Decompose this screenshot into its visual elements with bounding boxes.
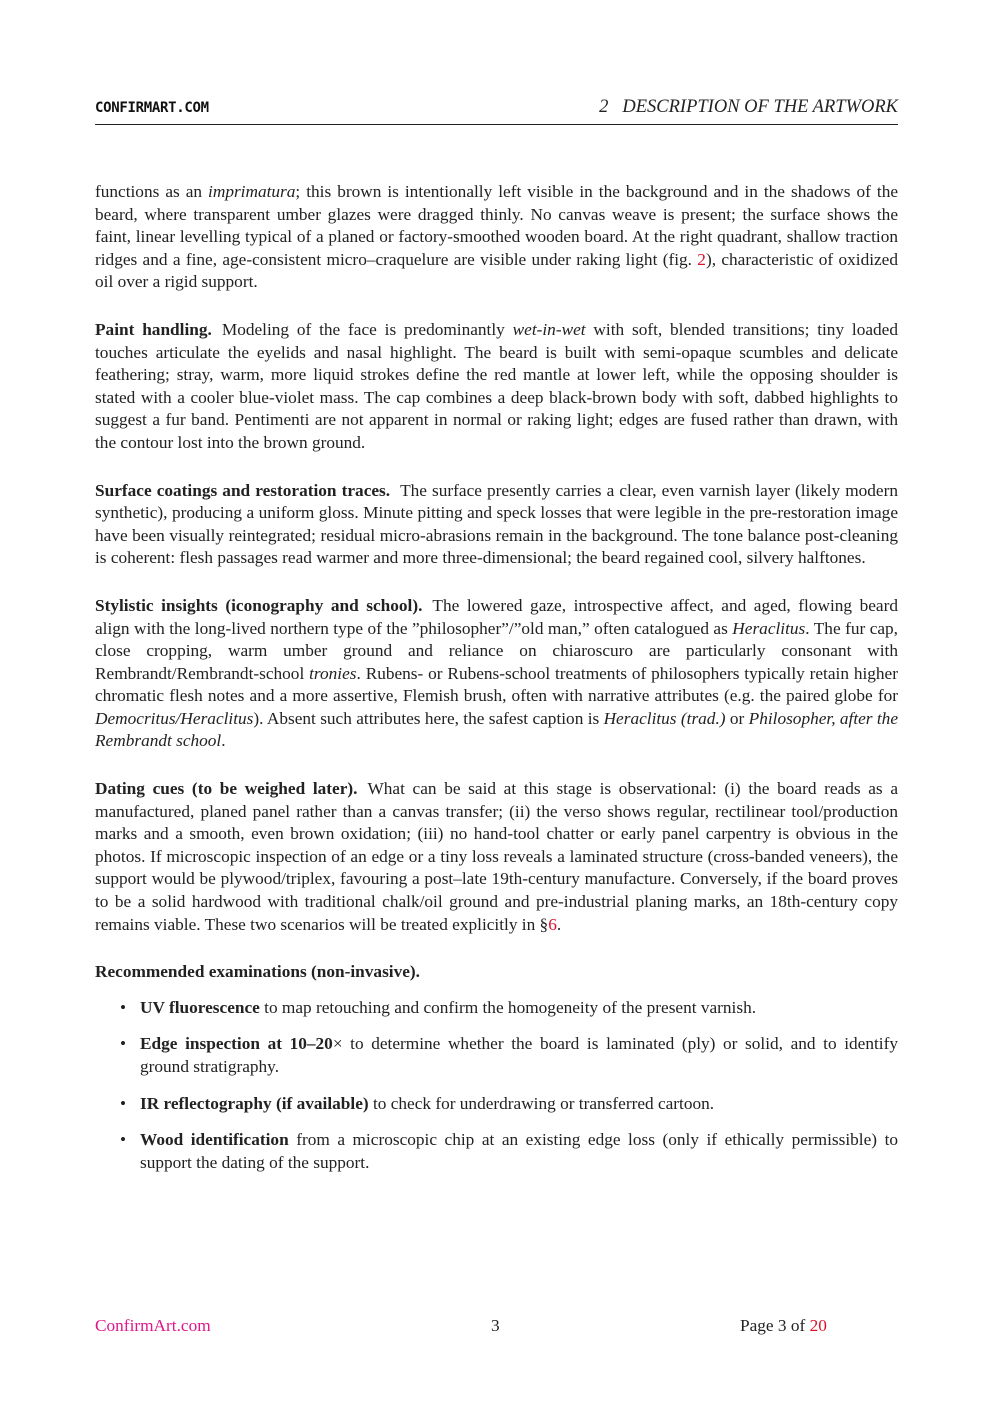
footer-page-count — [740, 1316, 827, 1336]
text-run: The lowered gaze, introspective affect, and aged, flowing beard align with the long-lived northern type of the ”philosopher”/”old man,” often catalogued as — [95, 595, 898, 638]
italic-term: imprimatura — [208, 182, 296, 201]
italic-term: Heraclitus — [732, 618, 806, 638]
item-label: Wood identification — [140, 1130, 289, 1150]
text-run: . The fur cap, close cropping, warm umber ground and reliance on chiaroscuro are particularly consonant with Rembrandt/Rembrandt-school — [95, 618, 898, 683]
text-run: . — [556, 914, 562, 934]
item-label: IR reflectography (if available) — [140, 1093, 369, 1113]
item-text: × to determine whether the board is laminated (ply) or solid, and to identify ground stratigraphy. — [140, 1034, 898, 1076]
footer-page-number: 3 — [491, 1316, 500, 1335]
italic-term: Heraclitus (trad.) — [603, 708, 726, 728]
italic-term: wet-in-wet — [512, 319, 586, 339]
paragraph-heading: Surface coatings and restoration traces. — [95, 480, 391, 500]
recommendations-heading: Recommended examinations (non-invasive). — [95, 962, 420, 982]
paragraph-stylistic-insights — [95, 595, 898, 753]
page-count-prefix: Page 3 of — [740, 1316, 810, 1335]
item-label: Edge inspection at 10–20 — [140, 1034, 333, 1054]
item-text: from a microscopic chip at an existing edge loss (only if ethically permissible) to support the dating of the support. — [140, 1130, 899, 1172]
list-item — [140, 1093, 898, 1116]
text-run: What can be said at this stage is observational: (i) the board reads as a manufactured, planed panel rather than a canvas transfer; (ii) the verso shows regular, rectilinear tool/production marks and a smooth, even brown oxidation; (iii) no hand-tool chatter or early panel carpentry is obvious in the photos. If microscopic inspection of an edge or a tiny loss reveals a laminated structure (cross-banded veneers), the support would be plywood/triplex, favouring a post–late 19th-century manufacture. Conversely, if the board proves to be a solid hardwood with traditional chalk/oil ground and pre-industrial planing marks, an 18th-century copy remains viable. These two scenarios will be treated explicitly in § — [95, 779, 898, 934]
running-header — [95, 96, 898, 125]
text-run: . Rubens- or Rubens-school treatments of philosophers typically retain higher chromatic flesh notes and a more assertive, Flemish brush, often with narrative attributes (e.g. the paired globe for — [95, 663, 898, 706]
italic-term: Democritus/Heraclitus — [95, 708, 254, 728]
text-run: The surface presently carries a clear, even varnish layer (likely modern synthetic), producing a uniform gloss. Minute pitting and speck losses that were legible in the pre-restoration image have been visually reintegrated; residual micro-abrasions remain in the background. The tone balance post-cleaning is coherent: flesh passages read warmer and more three-dimensional; the beard regained cool, silvery halftones. — [95, 480, 898, 568]
text-run: or — [725, 708, 749, 728]
list-item — [140, 1129, 898, 1174]
figure-reference-link[interactable]: 2 — [697, 249, 706, 269]
italic-term: tronies — [309, 663, 357, 683]
text-run: functions as an — [95, 182, 209, 201]
section-heading — [599, 97, 898, 118]
paragraph-heading: Stylistic insights (iconography and school). — [95, 595, 423, 615]
text-run: Modeling of the face is predominantly — [221, 319, 513, 339]
text-run: ). Absent such attributes here, the safest caption is — [253, 708, 604, 728]
paragraph-heading: Paint handling. — [95, 319, 212, 339]
paragraph-ground — [95, 181, 898, 294]
text-run: ; this brown is intentionally left visible in the background and in the shadows of the beard, where transparent umber glazes were dragged thinly. No canvas weave is present; the surface shows the faint, linear levelling typical of a planed or factory-smoothed wooden board. At the right quadrant, shallow traction ridges and a fine, age-consistent micro–craquelure are visible under raking light (fig. — [95, 182, 899, 269]
list-item — [140, 997, 898, 1020]
paragraph-heading: Dating cues (to be weighed later). — [95, 779, 358, 799]
section-title: DESCRIPTION OF THE ARTWORK — [622, 97, 898, 117]
text-run: ), characteristic of oxidized oil over a rigid support. — [95, 249, 898, 292]
text-run: . — [221, 731, 226, 751]
paragraph-paint-handling — [95, 319, 898, 455]
list-item — [140, 1033, 898, 1078]
footer-site-link[interactable]: ConfirmArt.com — [95, 1316, 211, 1335]
page-total-link[interactable]: 20 — [809, 1316, 827, 1335]
section-number: 2 — [599, 97, 609, 117]
italic-term: Philosopher, after the Rembrandt school — [95, 708, 898, 751]
item-label: UV fluorescence — [140, 997, 260, 1017]
item-text: to check for underdrawing or transferred cartoon. — [368, 1093, 715, 1113]
page-footer — [95, 1316, 898, 1340]
paragraph-surface-coatings — [95, 480, 898, 570]
body-text — [95, 181, 898, 1188]
paragraph-dating-cues — [95, 778, 898, 936]
text-run: with soft, blended transitions; tiny loaded touches articulate the eyelids and nasal highlight. The beard is built with semi-opaque scumbles and delicate feathering; stray, warm, more liquid strokes define the red mantle at lower left, while the opposing shoulder is stated with a cooler blue-violet mass. The cap combines a deep black-brown body with soft, dabbed highlights to suggest a fur band. Pentimenti are not apparent in normal or raking light; edges are fused rather than drawn, with the contour lost into the brown ground. — [95, 319, 898, 452]
recommendations-list — [95, 997, 898, 1175]
brand-logo: CONFIRMART.COM — [95, 100, 209, 116]
item-text: to map retouching and confirm the homogeneity of the present varnish. — [259, 997, 757, 1017]
section-reference-link[interactable]: 6 — [548, 914, 557, 934]
